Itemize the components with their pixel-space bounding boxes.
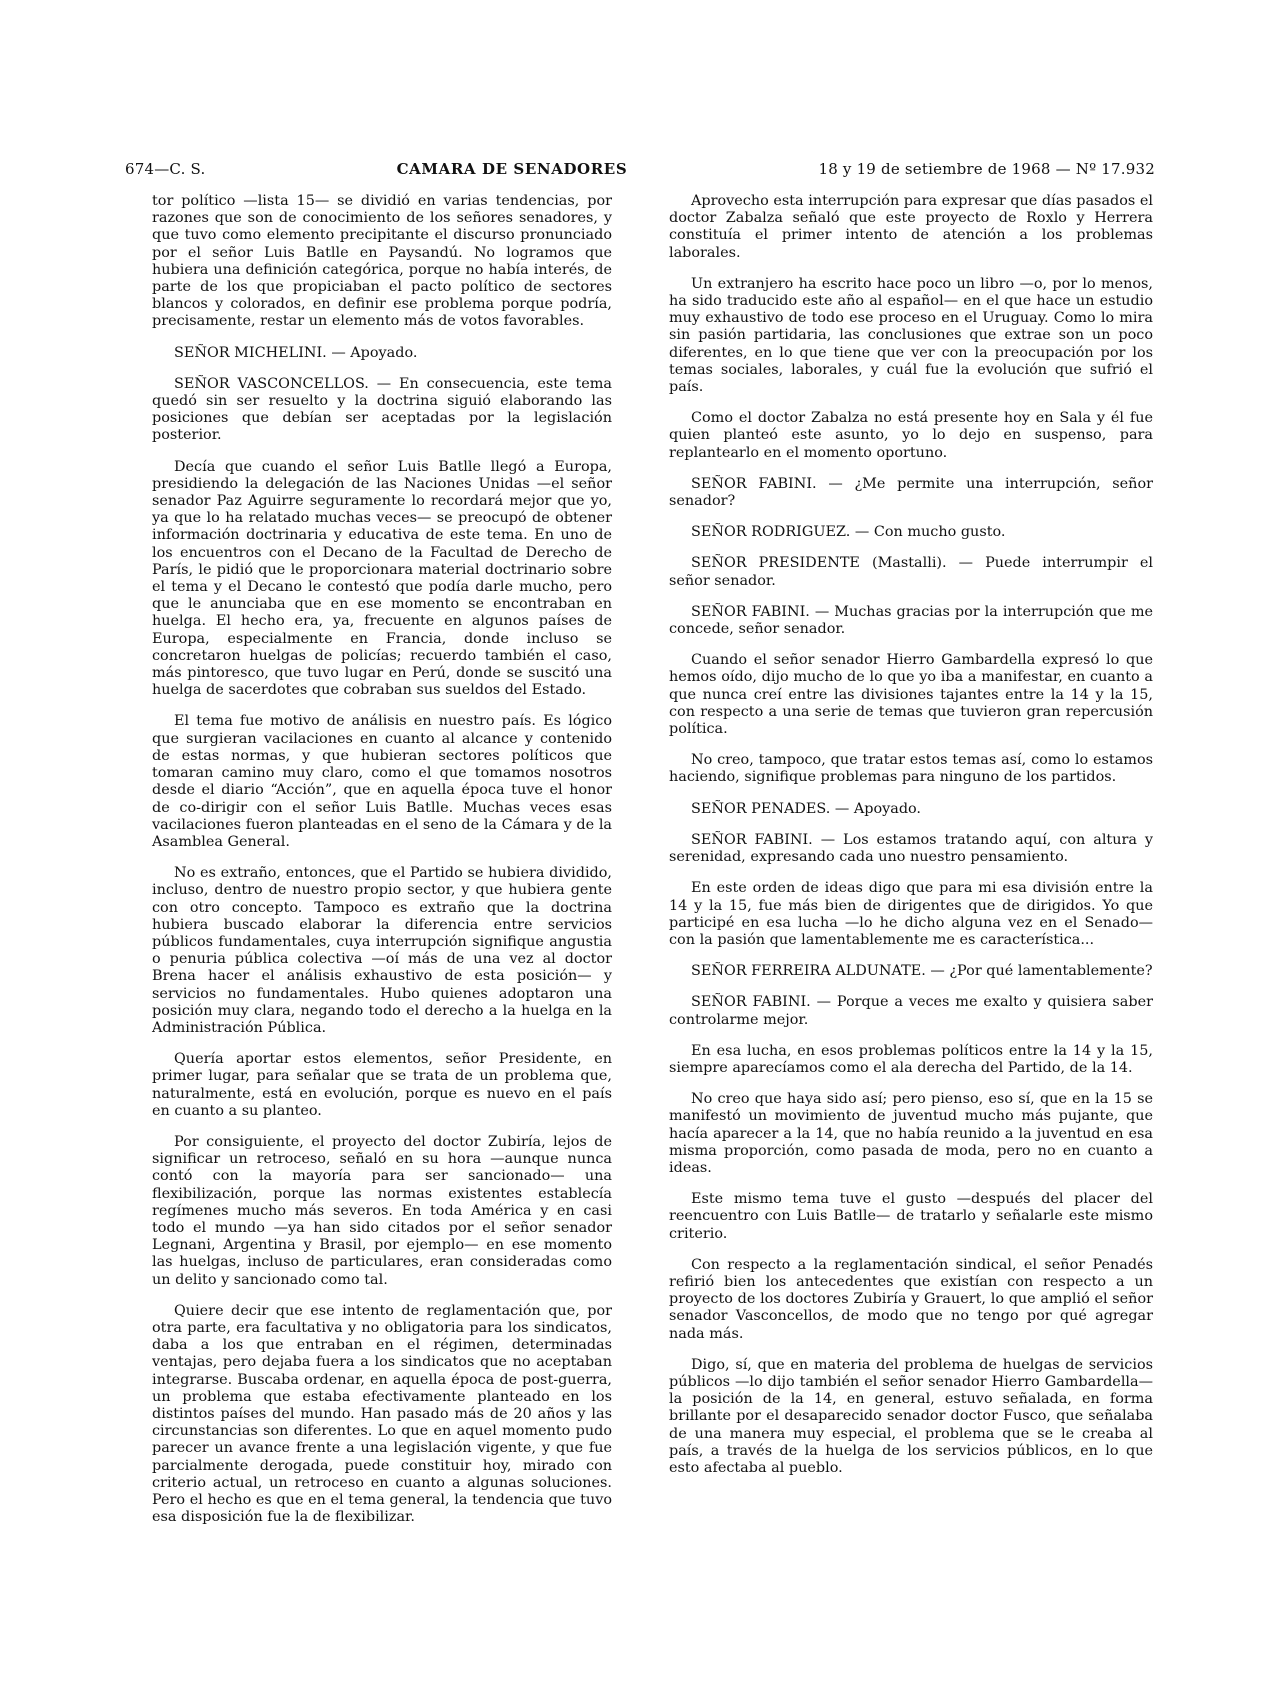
left-column	[152, 193, 612, 1540]
paragraph: No es extraño, entonces, que el Partido se hubiera dividido, incluso, dentro de nuestro propio sector, y que hubiera gente con otro concepto. Tampoco es extraño que la doctrina hubiera buscado elaborar la diferencia entre servicios públicos fundamentales, cuya interrupción signifique angustia o penuria pública colectiva —oí más de una vez al doctor Brena hacer el análisis exhaustivo de esta posición— y servicios no fundamentales. Hubo quienes adoptaron una posición muy clara, negando todo el derecho a la huelga en la Administración Pública.	[152, 865, 612, 1036]
paragraph: SEÑOR RODRIGUEZ. — Con mucho gusto.	[691, 524, 1006, 541]
paragraph: Este mismo tema tuve el gusto —después del placer del reencuentro con Luis Batlle— de tratarlo y señalarle este mismo criterio.	[669, 1191, 1153, 1242]
paragraph: No creo, tampoco, que tratar estos temas así, como lo estamos haciendo, signifique problemas para ninguno de los partidos.	[669, 752, 1153, 786]
page-reference: 674—C. S.	[125, 160, 206, 178]
paragraph: Decía que cuando el señor Luis Batlle llegó a Europa, presidiendo la delegación de las Naciones Unidas —el señor senador Paz Aguirre seguramente lo recordará mejor que yo, ya que lo ha relatado muchas veces— se preocupó de obtener información doctrinaria y educativa de este tema. En uno de los encuentros con el Decano de la Facultad de Derecho de París, le pidió que le proporcionara material doctrinario sobre el tema y el Decano le contestó que podía darle mucho, pero que le anunciaba que en ese momento se encontraban en huelga. El hecho era, ya, frecuente en algunos países de Europa, especialmente en Francia, donde incluso se concretaron huelgas de policías; recuerdo también el caso, más pintoresco, que tuvo lugar en Perú, donde se suscitó una huelga de sacerdotes que cobraban sus sueldos del Estado.	[152, 458, 612, 699]
paragraph: SEÑOR FABINI. — Los estamos tratando aquí, con altura y serenidad, expresando cada uno nuestro pensamiento.	[669, 831, 1153, 866]
paragraph: tor político —lista 15— se dividió en varias tendencias, por razones que son de conocimiento de los señores senadores, y que tuvo como elemento precipitante el discurso pronunciado por el señor Luis Batlle en Paysandú. No logramos que hubiera una definición categórica, porque no había interés, de parte de los que propiciaban el pacto político de sectores blancos y colorados, en definir ese problema porque podría, precisamente, restar un elemento más de votos favorables.	[152, 193, 612, 330]
paragraph: Cuando el señor senador Hierro Gambardella expresó lo que hemos oído, dijo mucho de lo que yo iba a manifestar, en cuanto a que nunca creí entre las divisiones tajantes entre la 14 y la 15, con respecto a una serie de temas que tuvieron gran repercusión política.	[669, 652, 1153, 738]
paragraph: SEÑOR MICHELINI. — Apoyado.	[174, 344, 418, 361]
paragraph: SEÑOR PENADES. — Apoyado.	[691, 800, 922, 817]
paragraph: Quería aportar estos elementos, señor Presidente, en primer lugar, para señalar que se trata de un problema que, naturalmente, está en evolución, porque es nuevo en el país en cuanto a su planteo.	[152, 1051, 612, 1119]
paragraph: Aprovecho esta interrupción para expresar que días pasados el doctor Zabalza señaló que este proyecto de Roxlo y Herrera constituía el primer intento de atención a los problemas laborales.	[669, 193, 1153, 261]
paragraph: En esa lucha, en esos problemas políticos entre la 14 y la 15, siempre aparecíamos como el ala derecha del Partido, de la 14.	[669, 1042, 1153, 1076]
right-column	[669, 193, 1153, 1491]
paragraph: SEÑOR FERREIRA ALDUNATE. — ¿Por qué lamentablemente?	[691, 963, 1153, 980]
paragraph: Por consiguiente, el proyecto del doctor Zubiría, lejos de significar un retroceso, señaló en su hora —aunque nunca contó con la mayoría para ser sancionado— una flexibilización, porque las normas existentes establecía regímenes mucho más severos. En toda América y en casi todo el mundo —ya han sido citados por el señor senador Legnani, Argentina y Brasil, por ejemplo— en ese momento las huelgas, incluso de particulares, eran consideradas como un delito y sancionado como tal.	[152, 1133, 612, 1288]
paragraph: SEÑOR PRESIDENTE (Mastalli). — Puede interrumpir el señor senador.	[669, 555, 1153, 589]
paragraph: Quiere decir que ese intento de reglamentación que, por otra parte, era facultativa y no obligatoria para los sindicatos, daba a los que entraban en el régimen, determinadas ventajas, pero dejaba fuera a los sindicatos que no aceptaban integrarse. Buscaba ordenar, en aquella época de post-guerra, un problema que estaba efectivamente planteado en los distintos países del mundo. Han pasado más de 20 años y las circunstancias son diferentes. Lo que en aquel momento pudo parecer un avance frente a una legislación vigente, y que fue parcialmente derogada, puede constituir hoy, mirado con criterio actual, un retroceso en cuanto a algunas soluciones. Pero el hecho es que en el tema general, la tendencia que tuvo esa disposición fue la de flexibilizar.	[152, 1302, 612, 1526]
publication-title: CAMARA DE SENADORES	[396, 160, 628, 178]
paragraph: SEÑOR FABINI. — Muchas gracias por la interrupción que me concede, señor senador.	[669, 603, 1153, 638]
paragraph: Con respecto a la reglamentación sindical, el señor Penadés refirió bien los antecedentes que existían con respecto a un proyecto de los doctores Zubiría y Grauert, lo que amplió el señor senador Vasconcellos, de modo que no tengo por qué agregar nada más.	[669, 1256, 1153, 1342]
paragraph: Digo, sí, que en materia del problema de huelgas de servicios públicos —lo dijo también el señor senador Hierro Gambardella— la posición de la 14, en general, estuvo señalada, en forma brillante por el desaparecido senador doctor Fusco, que señalaba de una manera muy especial, el problema que se le creaba al país, a través de la huelga de los servicios públicos, en lo que esto afectaba al pueblo.	[669, 1356, 1153, 1476]
paragraph: El tema fue motivo de análisis en nuestro país. Es lógico que surgieran vacilaciones en cuanto al alcance y contenido de estas normas, y que hubieran sectores políticos que tomaran camino muy claro, como el que tomamos nosotros desde el diario “Acción”, que en aquella época tuve el honor de co-dirigir con el señor Luis Batlle. Muchas veces esas vacilaciones fueron planteadas en el seno de la Cámara y de la Asamblea General.	[152, 713, 612, 850]
paragraph: Como el doctor Zabalza no está presente hoy en Sala y él fue quien planteó este asunto, yo lo dejo en suspenso, para replantearlo en el momento oportuno.	[669, 410, 1153, 461]
paragraph: SEÑOR VASCONCELLOS. — En consecuencia, este tema quedó sin ser resuelto y la doctrina siguió elaborando las posiciones que debían ser aceptadas por la legislación posterior.	[152, 375, 612, 444]
paragraph: No creo que haya sido así; pero pienso, eso sí, que en la 15 se manifestó un movimiento de juventud mucho más pujante, que hacía aparecer a la 14, que no había reunido a la juventud en esa misma proporción, como pasada de moda, pero no en cuanto a ideas.	[669, 1091, 1153, 1176]
issue-date: 18 y 19 de setiembre de 1968 — Nº 17.932	[818, 160, 1155, 178]
paragraph: Un extranjero ha escrito hace poco un libro —o, por lo menos, ha sido traducido este año al español— en el que hace un estudio muy exhaustivo de todo ese proceso en el Uruguay. Como lo mira sin pasión partidaria, las conclusiones que extrae son un poco diferentes, en lo que tiene que ver con la preocupación por los temas sociales, laborales, y cuál fue la evolución que sufrió el país.	[669, 275, 1153, 396]
paragraph: SEÑOR FABINI. — Porque a veces me exalto y quisiera saber controlarme mejor.	[669, 994, 1153, 1028]
page-header	[125, 160, 1155, 184]
paragraph: SEÑOR FABINI. — ¿Me permite una interrupción, señor senador?	[669, 475, 1153, 510]
paragraph: En este orden de ideas digo que para mi esa división entre la 14 y la 15, fue más bien de dirigentes que de dirigidos. Yo que participé en esa lucha —lo he dicho alguna vez en el Senado— con la pasión que lamentablemente me es característica...	[669, 880, 1153, 948]
